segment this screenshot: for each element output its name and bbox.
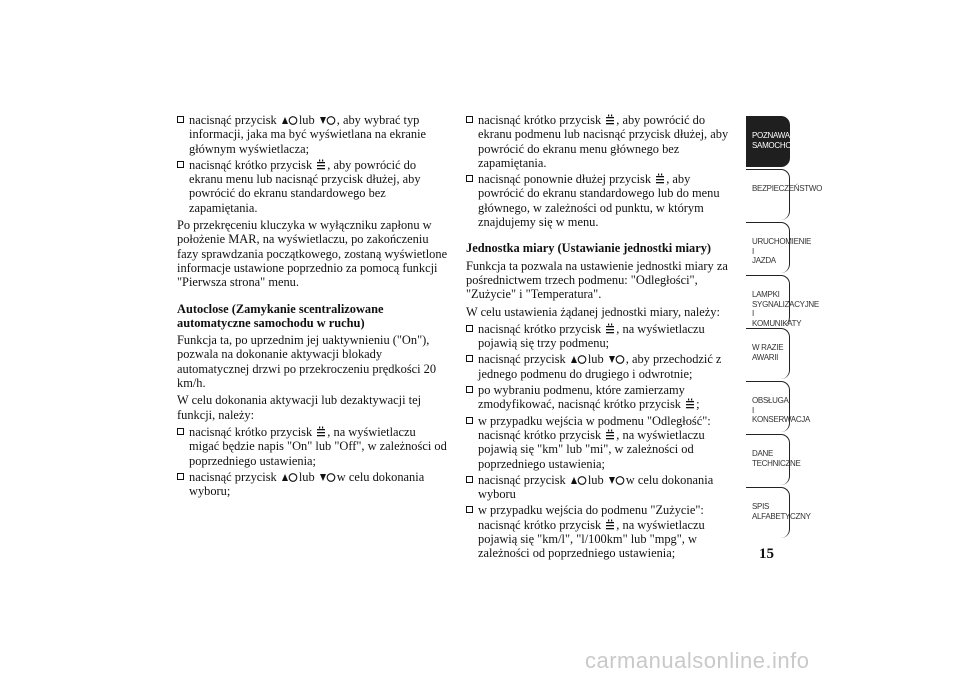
down-arrow-icon	[319, 114, 336, 126]
tab-obsluga-i-konserwacja[interactable]: OBSŁUGA I KONSERWACJA	[746, 381, 790, 432]
down-arrow-icon	[608, 474, 625, 486]
list-item: nacisnąć ponownie dłużej przycisk , aby powrócić do ekranu standardowego lub do menu głównego, w zależności od punktu, w którym znajdujemy się w menu.	[466, 172, 738, 229]
paragraph: Funkcja ta pozwala na ustawienie jednostki miary za pośrednictwem trzech podmenu: "Odległości", "Zużycie" i "Temperatura".	[466, 258, 728, 302]
tab-uruchomienie-i-jazda[interactable]: URUCHOMIENIE I JAZDA	[746, 222, 790, 273]
up-arrow-icon	[281, 114, 298, 126]
left-column	[177, 113, 449, 500]
paragraph: Funkcja ta, po uprzednim jej uaktywnieniu ("On"), pozwala na dokonanie aktywacji blokady automatycznej drzwi po przekroczeniu prędkości 20 km/h.	[177, 333, 437, 391]
bullet-box-icon	[177, 428, 184, 435]
list-item: nacisnąć przycisk lub w celu dokonania wyboru	[466, 473, 738, 502]
up-arrow-icon	[570, 353, 587, 365]
list-item: po wybraniu podmenu, które zamierzamy zmodyfikować, nacisnąć krótko przycisk ;	[466, 383, 738, 412]
section-heading: Autoclose (Zamykanie scentralizowane automatyczne samochodu w ruchu)	[177, 301, 384, 330]
menu-esc-icon	[316, 159, 326, 171]
up-arrow-icon	[281, 471, 298, 483]
section-heading: Jednostka miary (Ustawianie jednostki miary)	[466, 241, 712, 256]
menu-esc-icon	[655, 173, 665, 185]
bullet-box-icon	[466, 355, 473, 362]
right-column	[466, 113, 738, 563]
bullet-box-icon	[177, 161, 184, 168]
list-item: nacisnąć przycisk lub w celu dokonania wyboru;	[177, 470, 449, 499]
bullet-box-icon	[177, 116, 184, 123]
list-item: nacisnąć krótko przycisk , na wyświetlaczu migać będzie napis "On" lub "Off", w zależności od poprzedniego ustawienia;	[177, 425, 449, 468]
menu-esc-icon	[605, 519, 615, 531]
tab-bezpieczenstwo[interactable]: BEZPIECZEŃSTWO	[746, 169, 790, 220]
tab-w-razie-awarii[interactable]: W RAZIE AWARII	[746, 328, 790, 379]
list-item: nacisnąć krótko przycisk , na wyświetlaczu pojawią się trzy podmenu;	[466, 322, 738, 351]
list-item: nacisnąć przycisk lub , aby przechodzić z jednego podmenu do drugiego i odwrotnie;	[466, 352, 738, 381]
list-item: w przypadku wejścia w podmenu "Odległość": nacisnąć krótko przycisk , na wyświetlaczu pojawią się "km" lub "mi", w zależności od poprzedniego ustawienia;	[466, 414, 738, 471]
page-number: 15	[759, 546, 774, 562]
bullet-box-icon	[466, 386, 473, 393]
bullet-box-icon	[466, 417, 473, 424]
bullet-box-icon	[466, 325, 473, 332]
menu-esc-icon	[685, 398, 695, 410]
up-arrow-icon	[570, 474, 587, 486]
watermark: carmanualsonline.info	[585, 648, 810, 673]
bullet-box-icon	[466, 116, 473, 123]
bullet-box-icon	[466, 175, 473, 182]
menu-esc-icon	[316, 426, 326, 438]
paragraph: W celu ustawienia żądanej jednostki miary, należy:	[466, 304, 720, 319]
paragraph: Po przekręceniu kluczyka w wyłączniku zapłonu w położenie MAR, na wyświetlaczu, po zakończeniu fazy sprawdzania początkowego, zostaną wyświetlone informacje ustawione poprzednio za pomocą funkcji "Pierwsza strona" menu.	[177, 218, 448, 290]
paragraph: W celu dokonania aktywacji lub dezaktywacji tej funkcji, należy:	[177, 393, 422, 422]
bullet-box-icon	[177, 473, 184, 480]
menu-esc-icon	[605, 429, 615, 441]
list-item: nacisnąć krótko przycisk , aby powrócić do ekranu menu lub nacisnąć przycisk dłużej, aby powrócić do ekranu standardowego bez zapamiętania.	[177, 158, 449, 215]
bullet-box-icon	[466, 476, 473, 483]
tab-spis-alfabetyczny[interactable]: SPIS ALFABETYCZNY	[746, 487, 790, 538]
list-item: nacisnąć przycisk lub , aby wybrać typ informacji, jaka ma być wyświetlana na ekranie głównym wyświetlacza;	[177, 113, 449, 156]
down-arrow-icon	[608, 353, 625, 365]
list-item: w przypadku wejścia do podmenu "Zużycie": nacisnąć krótko przycisk , na wyświetlaczu pojawią się "km/l", "l/100km" lub "mpg", w zależności od poprzedniego ustawienia;	[466, 503, 738, 560]
menu-esc-icon	[605, 114, 615, 126]
down-arrow-icon	[319, 471, 336, 483]
list-item: nacisnąć krótko przycisk , aby powrócić do ekranu podmenu lub nacisnąć przycisk dłużej, aby powrócić do ekranu menu głównego bez zapamiętania.	[466, 113, 738, 170]
menu-esc-icon	[605, 323, 615, 335]
chapter-tabs	[746, 116, 823, 540]
tab-dane-techniczne[interactable]: DANE TECHNICZNE	[746, 434, 790, 485]
tab-poznawanie-samochodu[interactable]: POZNAWANIE SAMOCHODU	[746, 116, 790, 167]
tab-lampki-sygnalizacyjne[interactable]: LAMPKI SYGNALIZACYJNE I KOMUNIKATY	[746, 275, 790, 326]
bullet-box-icon	[466, 506, 473, 513]
